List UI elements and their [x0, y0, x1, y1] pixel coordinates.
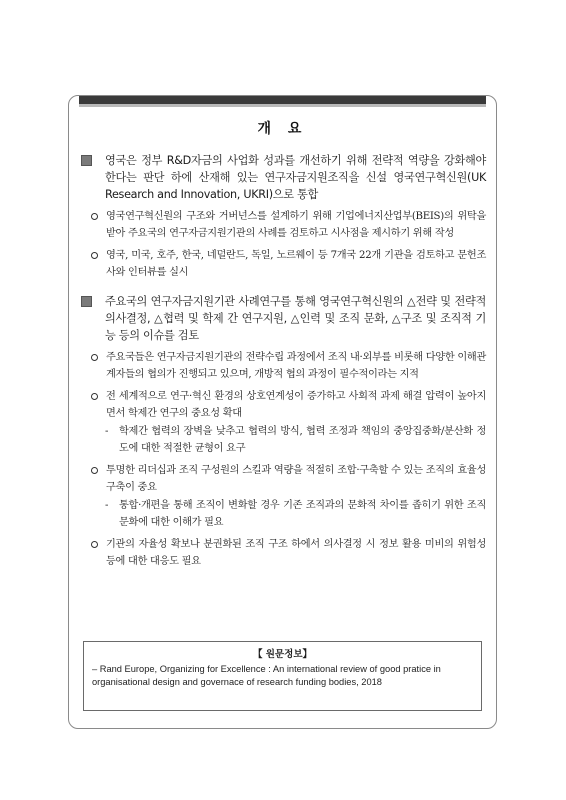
square-bullet-icon	[81, 155, 92, 166]
summary-box	[68, 95, 497, 729]
sub-bullet-text: 학제간 협력의 장벽을 낮추고 협력의 방식, 협력 조정과 책임의 중앙집중화/분산화 정도에 대한 적절한 균형이 요구	[119, 426, 486, 454]
bullet-text: 영국, 미국, 호주, 한국, 네덜란드, 독일, 노르웨이 등 7개국 22개 기관을 검토하고 문헌조사와 인터뷰를 실시	[106, 250, 486, 278]
source-text: – Rand Europe, Organizing for Excellence : An international review of good pratice in organisational design and governace of research funding bodies, 2018	[92, 664, 441, 687]
summary-content	[79, 146, 486, 570]
bullet-1-1	[79, 209, 486, 242]
bullet-text: 영국연구혁신원의 구조와 거버넌스를 설계하기 위해 기업에너지산업부(BEIS)의 위탁을 받아 주요국의 연구자금지원기관의 사례를 검토하고 시사점을 제시하기 위해 작성	[106, 211, 486, 239]
circle-bullet-icon	[91, 354, 98, 361]
dash-marker: -	[105, 500, 109, 511]
page-title: 개 요	[257, 121, 308, 137]
bullet-2-1	[79, 350, 486, 383]
sub-bullet-2-3	[79, 498, 486, 531]
bullet-1-2	[79, 248, 486, 281]
bullet-2-2	[79, 389, 486, 422]
bullet-text: 기관의 자율성 확보나 분권화된 조직 구조 하에서 의사결정 시 정보 활용 미비의 위험성 등에 대한 대응도 필요	[106, 539, 486, 567]
header-bar	[79, 96, 486, 107]
bullet-2-4	[79, 537, 486, 570]
circle-bullet-icon	[91, 467, 98, 474]
section-1	[79, 152, 486, 203]
section-2-text: 주요국의 연구자금지원기관 사례연구를 통해 영국연구혁신원의 △전략 및 전략적 의사결정, △협력 및 학제 간 연구지원, △인력 및 조직 문화, △구조 및 조직적 기능 등의 이슈를 검토	[105, 295, 486, 342]
square-bullet-icon	[81, 296, 92, 307]
circle-bullet-icon	[91, 213, 98, 220]
circle-bullet-icon	[91, 541, 98, 548]
bullet-2-3	[79, 463, 486, 496]
section-1-text: 영국은 정부 R&D자금의 사업화 성과를 개선하기 위해 전략적 역량을 강화해야 한다는 판단 하에 산재해 있는 연구자금지원조직을 신설 영국연구혁신원(UK Research and Innovation, UKRI)으로 통합	[105, 154, 486, 201]
sub-bullet-text: 통합·개편을 통해 조직이 변화할 경우 기존 조직과의 문화적 차이를 좁히기 위한 조직 문화에 대한 이해가 필요	[119, 500, 486, 528]
sub-bullet-2-2	[79, 424, 486, 457]
dash-marker: -	[105, 426, 109, 437]
source-title: 【 원문정보】	[252, 649, 312, 660]
circle-bullet-icon	[91, 252, 98, 259]
bullet-text: 주요국들은 연구자금지원기관의 전략수립 과정에서 조직 내·외부를 비롯해 다양한 이해관계자들의 협의가 진행되고 있으며, 개방적 협의 과정이 필수적이라는 지적	[106, 352, 486, 380]
bullet-text: 투명한 리더십과 조직 구성원의 스킬과 역량을 적절히 조합·구축할 수 있는 조직의 효율성 구축이 중요	[106, 465, 486, 493]
circle-bullet-icon	[91, 393, 98, 400]
source-info-box	[83, 641, 482, 711]
section-2	[79, 293, 486, 344]
bullet-text: 전 세계적으로 연구·혁신 환경의 상호연계성이 증가하고 사회적 과제 해결 압력이 높아지면서 학제간 연구의 중요성 확대	[106, 391, 486, 419]
